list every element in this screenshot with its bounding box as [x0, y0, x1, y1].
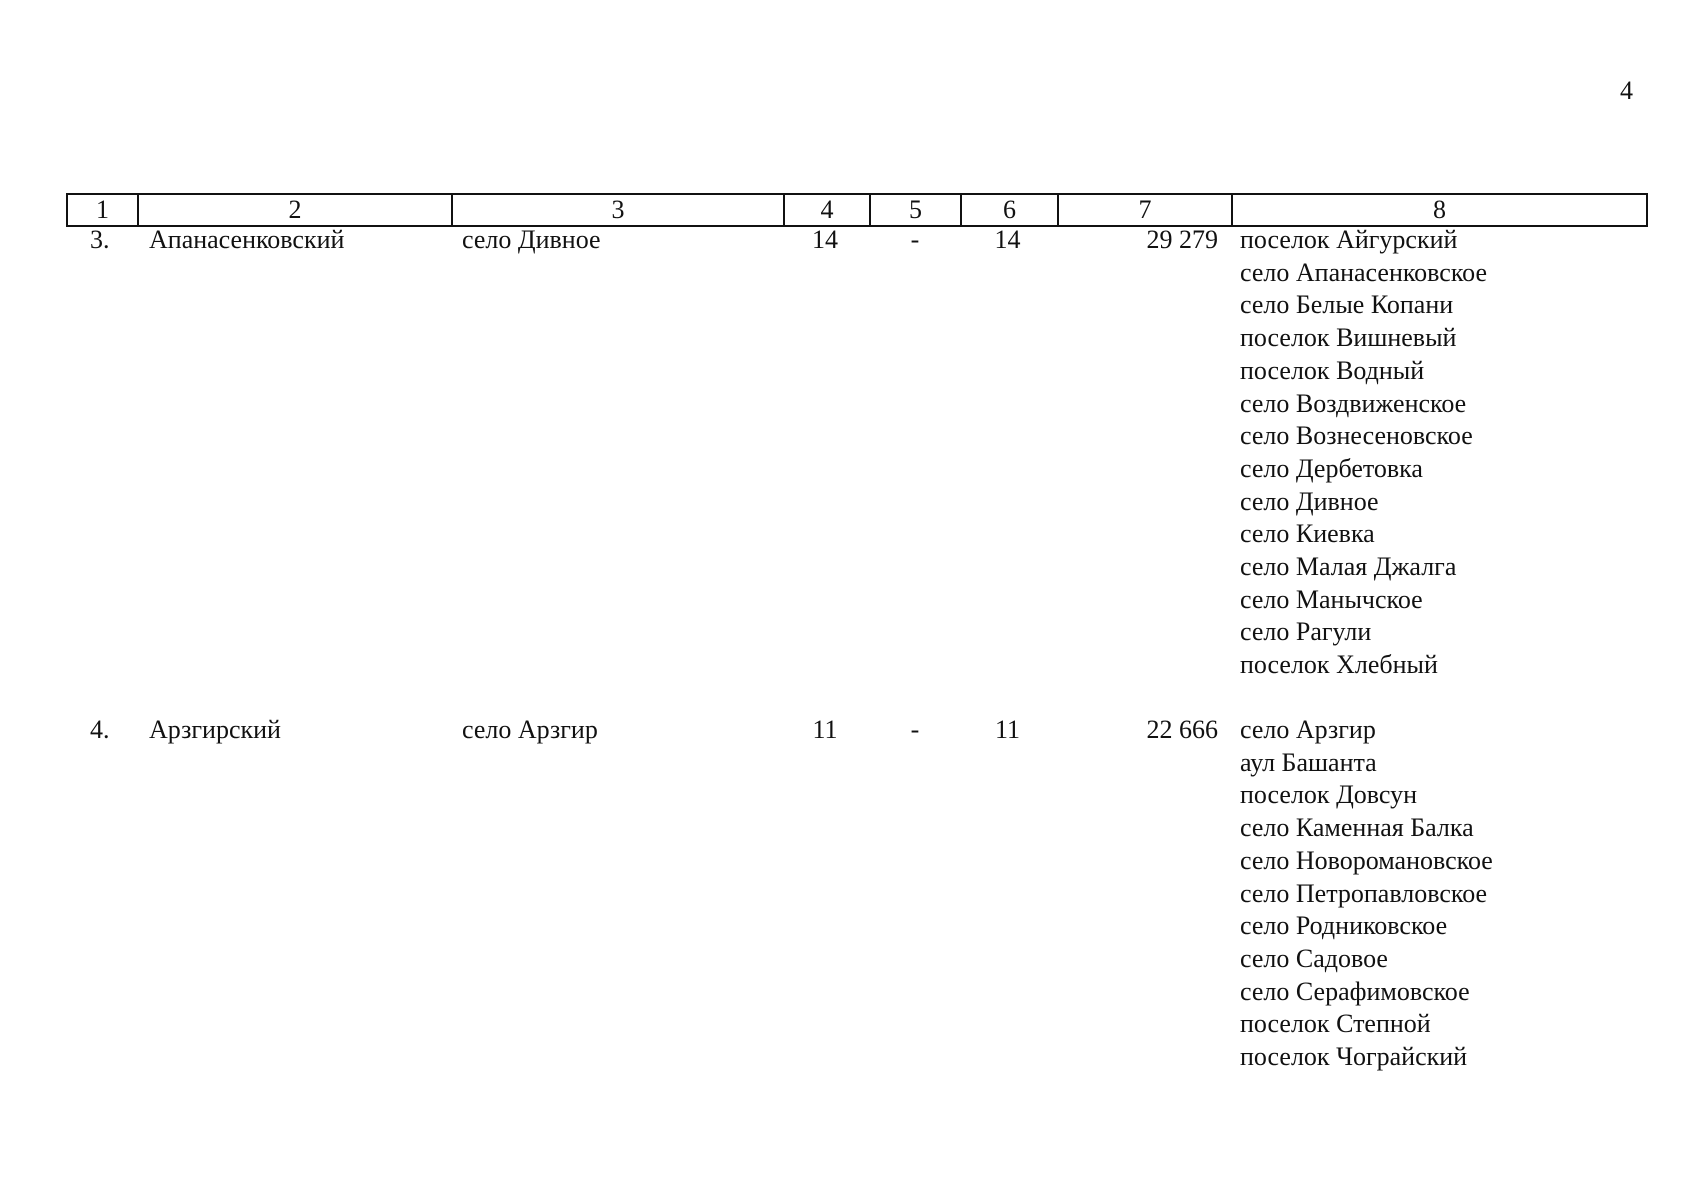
value-col-6: 11 — [994, 715, 1021, 744]
list-item: село Киевка — [1240, 519, 1375, 549]
row-number: 4. — [90, 715, 110, 744]
list-item: село Дербетовка — [1240, 453, 1423, 483]
value-col-4: 11 — [812, 715, 838, 744]
list-item: поселок Чограйский — [1240, 1042, 1468, 1072]
page-number: 4 — [1620, 76, 1633, 105]
district-name: Апанасенковский — [149, 225, 345, 254]
list-item: село Рагули — [1240, 617, 1372, 647]
header-col-7: 7 — [1058, 194, 1232, 226]
list-item: село Петропавловское — [1240, 878, 1488, 908]
value-col-5: - — [910, 715, 920, 744]
list-item: село Родниковское — [1240, 911, 1448, 941]
population-value: 29 279 — [1146, 225, 1218, 254]
list-item: село Вознесеновское — [1240, 421, 1473, 451]
list-item: село Новоромановское — [1240, 845, 1493, 875]
list-item: поселок Степной — [1240, 1009, 1431, 1039]
list-item: село Апанасенковское — [1240, 257, 1488, 287]
value-col-4: 14 — [812, 225, 838, 254]
header-col-5: 5 — [870, 194, 961, 226]
settlement-list — [1240, 714, 1493, 1074]
list-item: село Серафимовское — [1240, 976, 1470, 1006]
list-item: село Белые Копани — [1240, 290, 1454, 320]
administrative-center: село Арзгир — [462, 715, 598, 744]
header-col-2: 2 — [138, 194, 452, 226]
list-item: поселок Хлебный — [1240, 650, 1438, 680]
list-item: село Малая Джалга — [1240, 552, 1457, 582]
population-value: 22 666 — [1146, 715, 1218, 744]
row-number: 3. — [90, 225, 110, 254]
header-col-1: 1 — [67, 194, 138, 226]
list-item: поселок Вишневый — [1240, 323, 1457, 353]
column-number-header — [66, 193, 1648, 227]
list-item: поселок Довсун — [1240, 780, 1418, 810]
list-item: село Манычское — [1240, 584, 1423, 614]
list-item: село Воздвиженское — [1240, 388, 1467, 418]
list-item: поселок Водный — [1240, 355, 1425, 385]
list-item: село Каменная Балка — [1240, 813, 1474, 843]
value-col-5: - — [910, 225, 920, 254]
list-item: село Арзгир — [1240, 715, 1376, 744]
list-item: село Дивное — [1240, 486, 1379, 516]
list-item: поселок Айгурский — [1240, 225, 1458, 254]
district-name: Арзгирский — [149, 715, 281, 744]
settlement-list — [1240, 224, 1487, 682]
administrative-center: село Дивное — [462, 225, 601, 254]
value-col-6: 14 — [994, 225, 1021, 254]
list-item: село Садовое — [1240, 943, 1388, 973]
header-col-3: 3 — [452, 194, 784, 226]
header-col-8: 8 — [1232, 194, 1647, 226]
header-col-6: 6 — [961, 194, 1058, 226]
header-col-4: 4 — [784, 194, 870, 226]
list-item: аул Башанта — [1240, 747, 1377, 777]
